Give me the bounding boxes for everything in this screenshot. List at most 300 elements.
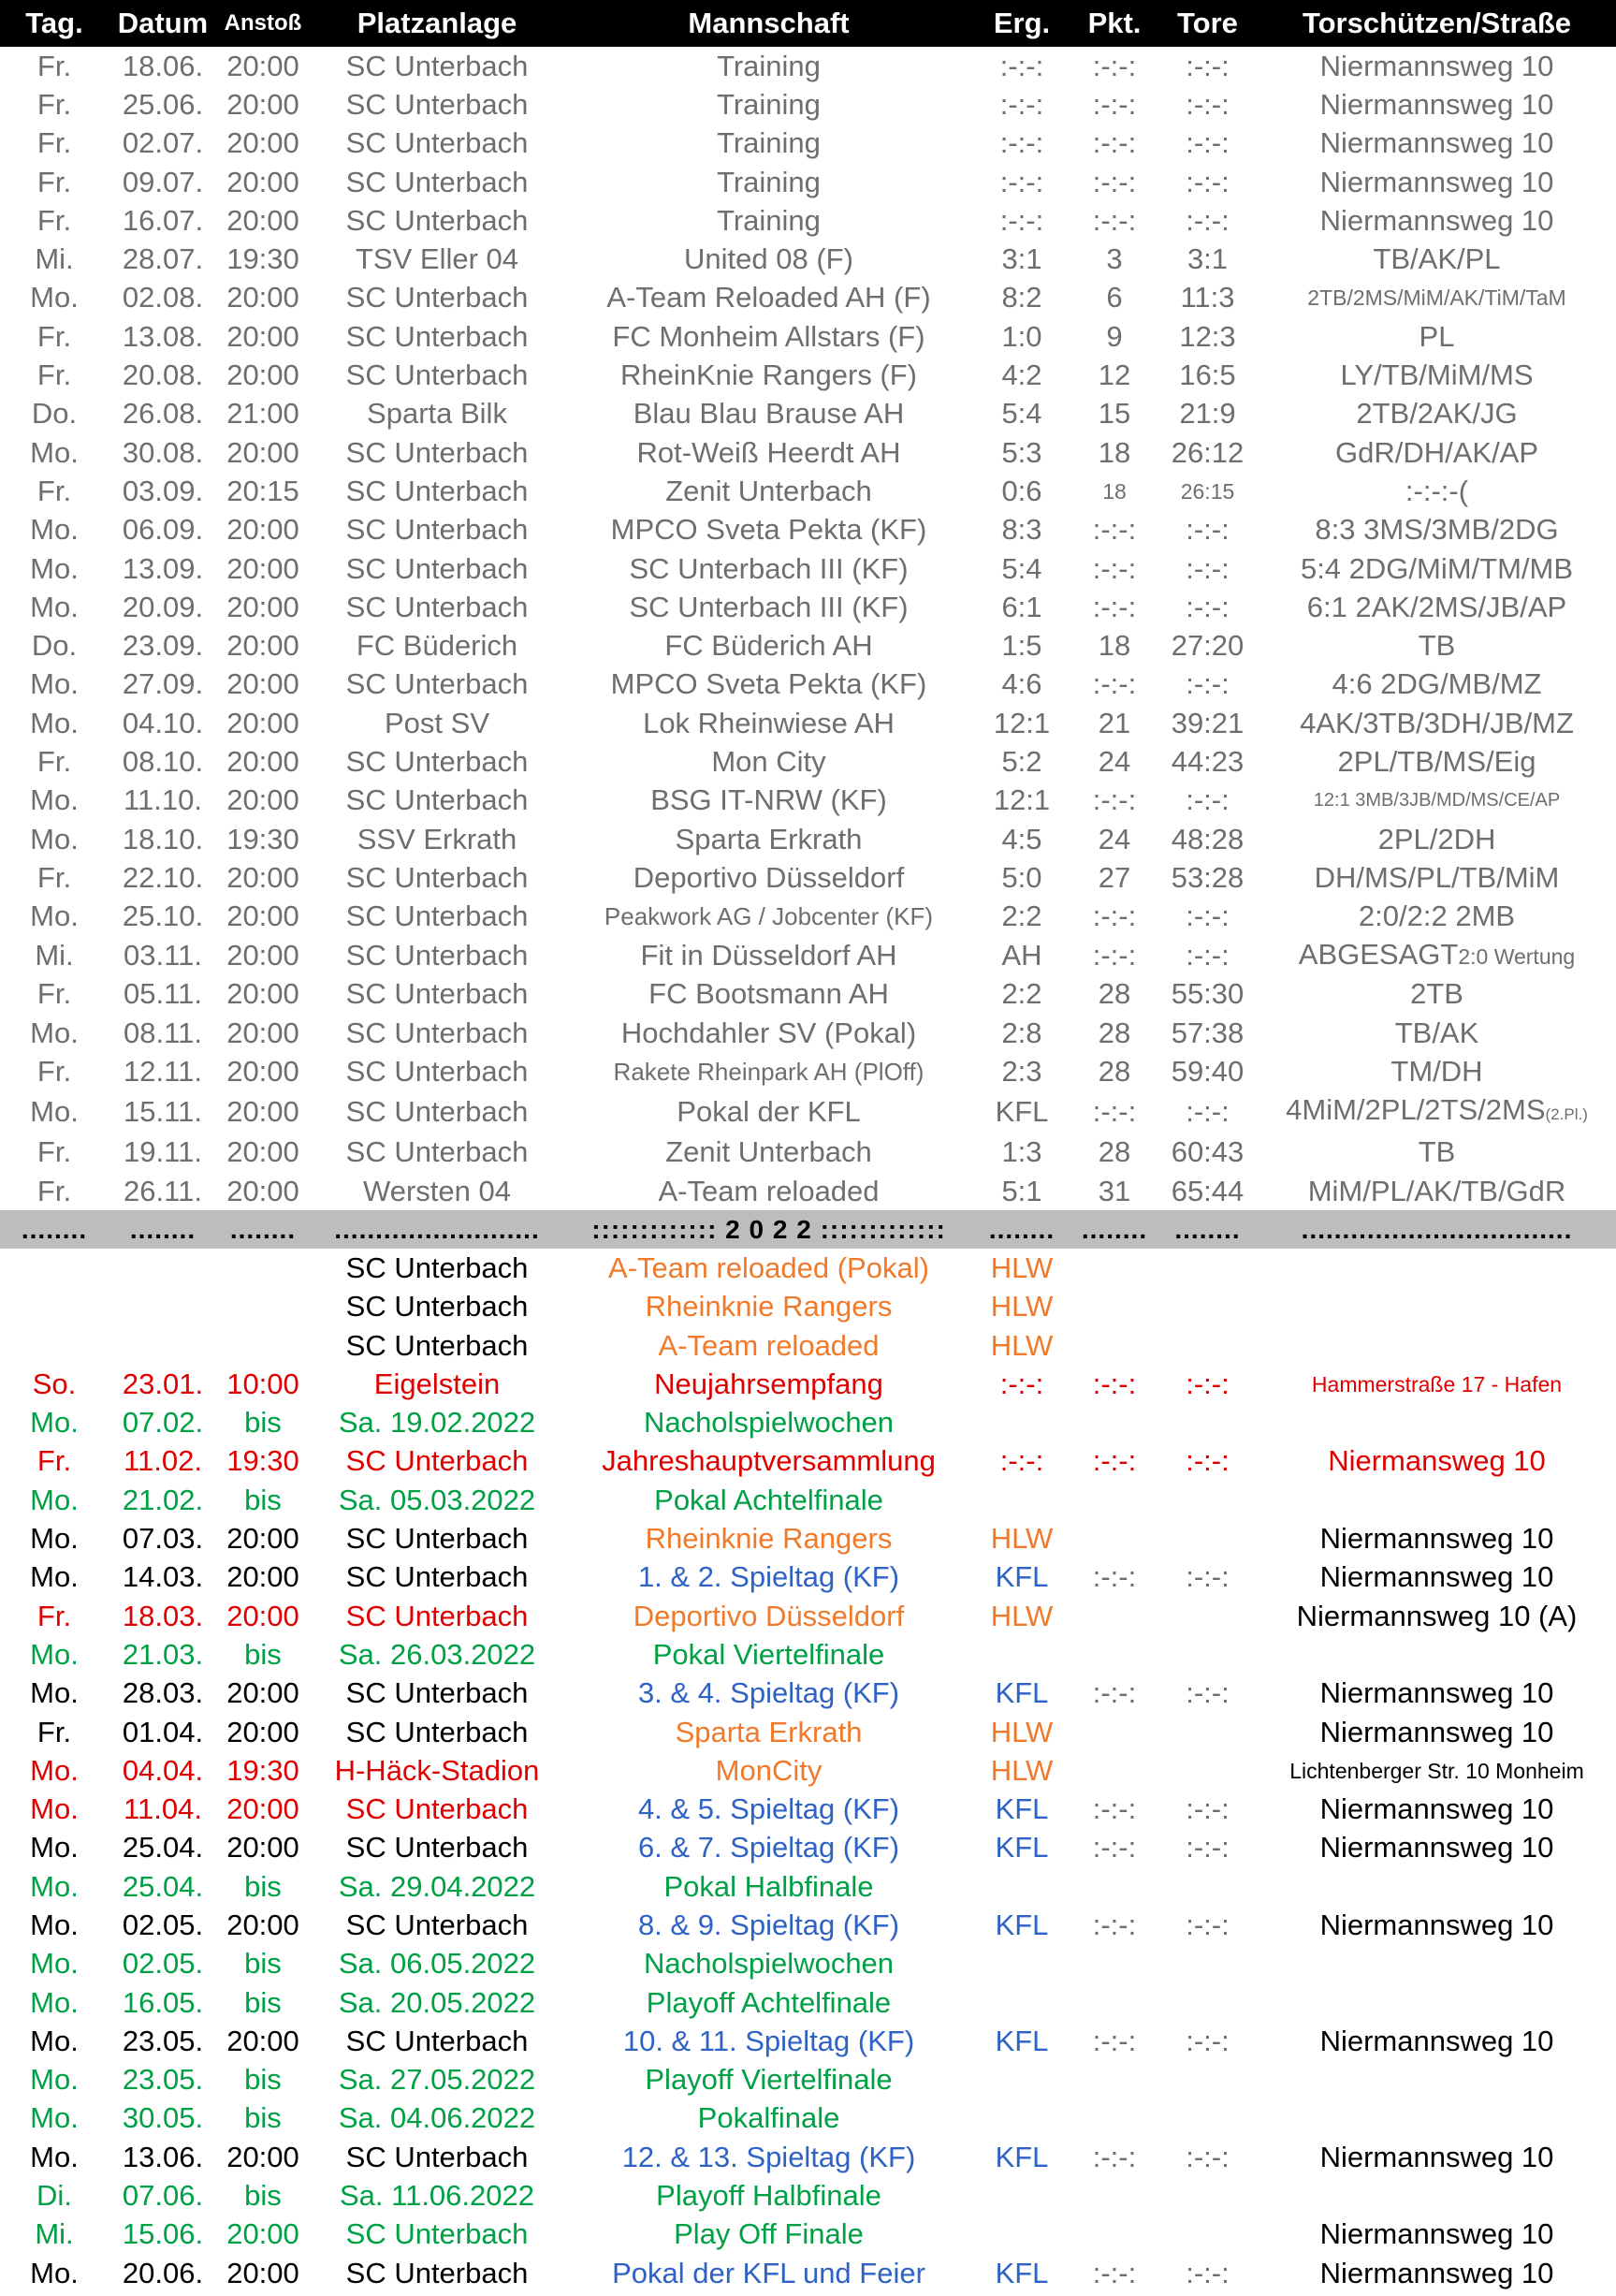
cell-tore [1157,1867,1258,1906]
cell-anstoss: 20:00 [226,938,299,972]
cell-datum: 07.02. [122,1406,204,1440]
cell-torschuetzen [1258,1288,1616,1326]
cell-tag: Mo. [30,2063,79,2097]
cell-mannschaft: SC Unterbach III (KF) [629,551,909,585]
cell-tag: Mo. [30,551,79,585]
cell-platzanlage: Sa. 04.06.2022 [338,2101,536,2135]
cell-punkte: :-:-: [1092,783,1137,817]
cell-datum: 08.11. [124,1016,202,1049]
cell-mannschaft: United 08 (F) [684,242,853,276]
cell-torschuetzen: TB [1418,1135,1456,1169]
schedule-row [0,201,1616,240]
cell-ergebnis: 12:1 [993,783,1051,817]
cell-anstoss [217,1249,309,1287]
cell-datum: 23.09. [122,629,204,663]
cell-tag: Fr. [36,1055,72,1089]
cell-tag: Fr. [36,203,72,237]
schedule-row [0,1249,1616,1287]
cell-punkte: :-:-: [1092,1792,1137,1826]
separator-cell: ........ [1174,1214,1241,1244]
cell-anstoss: 20:00 [226,1908,299,1941]
cell-platzanlage: SC Unterbach [345,1290,529,1323]
schedule-row [0,1404,1616,1442]
cell-datum: 04.10. [122,706,204,739]
cell-torschuetzen: 8:3 3MS/3MB/2DG [1315,513,1559,547]
cell-torschuetzen: Lichtenberger Str. 10 Monheim [1289,1758,1584,1783]
cell-punkte: 27 [1098,860,1131,894]
cell-tore [1157,1288,1258,1326]
cell-anstoss: bis [244,1406,282,1440]
cell-tag: Mo. [30,1016,79,1049]
cell-datum: 18.10. [122,822,204,856]
cell-datum: 07.03. [122,1522,204,1556]
cell-tag: Mo. [30,1406,79,1440]
cell-datum: 04.04. [122,1753,204,1787]
cell-anstoss: 20:00 [226,87,299,121]
cell-torschuetzen: 2TB [1410,977,1463,1011]
cell-torschuetzen: TB/AK/PL [1373,242,1501,276]
cell-tag [0,1326,109,1365]
cell-platzanlage: SC Unterbach [345,435,529,469]
cell-tore: 11:3 [1180,281,1235,314]
cell-mannschaft: Pokal der KFL [677,1095,861,1129]
cell-torschuetzen: Hammerstraße 17 - Hafen [1311,1371,1563,1397]
cell-tore: 26:15 [1180,478,1235,504]
cell-torschuetzen: Niermannsweg 10 [1319,1676,1554,1710]
cell-mannschaft: RheinKnie Rangers (F) [619,358,918,392]
schedule-row [0,47,1616,85]
cell-tore: 27:20 [1171,629,1245,663]
cell-tag: Mo. [30,513,79,547]
cell-ergebnis: 5:4 [1001,397,1042,431]
cell-torschuetzen: TB [1418,629,1456,663]
cell-punkte: :-:-: [1092,551,1137,585]
cell-torschuetzen: 2PL/TB/MS/Eig [1337,744,1536,778]
cell-datum: 30.05. [122,2101,204,2135]
cell-datum [109,1326,217,1365]
cell-punkte [1071,1751,1157,1790]
cell-tag: Mo. [30,1985,79,2019]
cell-ergebnis: 1:5 [1001,629,1042,663]
cell-torschuetzen: Niermannsweg 10 [1319,2024,1554,2057]
cell-tore [1157,1597,1258,1635]
cell-mannschaft: Playoff Achtelfinale [646,1985,892,2019]
cell-ergebnis: HLW [990,1328,1054,1362]
cell-ergebnis: :-:-: [999,203,1044,237]
cell-tag: Fr. [36,1599,72,1632]
cell-torschuetzen: Niermannsweg 10 [1319,1908,1554,1941]
cell-datum [109,1288,217,1326]
cell-mannschaft: Nacholspielwochen [643,1947,895,1981]
cell-ergebnis [972,1983,1071,2022]
schedule-row [0,704,1616,742]
header-platzanlage: Platzanlage [357,7,517,39]
cell-ergebnis: KFL [995,1560,1049,1594]
cell-anstoss: 20:00 [226,2256,299,2289]
cell-torschuetzen: 2:0/2:2 2MB [1358,899,1516,933]
cell-punkte: 31 [1098,1174,1131,1207]
cell-punkte: 24 [1098,744,1131,778]
cell-punkte: :-:-: [1092,899,1137,933]
cell-datum: 20.08. [122,358,204,392]
cell-torschuetzen: 2TB/2MS/MiM/AK/TiM/TaM [1307,285,1566,311]
cell-torschuetzen: 2TB/2AK/JG [1356,397,1518,431]
cell-anstoss: 20:00 [226,977,299,1011]
cell-datum: 15.06. [122,2217,204,2251]
cell-platzanlage: SC Unterbach [345,1792,529,1826]
cell-tore: :-:-: [1186,590,1230,623]
header-tag: Tag. [25,7,83,39]
cell-platzanlage: SC Unterbach [345,1135,529,1169]
cell-anstoss: bis [244,2063,282,2097]
cell-mannschaft: Sparta Erkrath [675,1715,863,1748]
cell-datum: 21.02. [122,1483,204,1516]
cell-mannschaft: 4. & 5. Spieltag (KF) [637,1792,900,1826]
cell-punkte [1071,1404,1157,1442]
cell-anstoss: 19:30 [226,822,299,856]
cell-platzanlage: SC Unterbach [345,551,529,585]
cell-mannschaft: A-Team reloaded (Pokal) [608,1250,929,1284]
schedule-row [0,2138,1616,2176]
cell-anstoss: 20:00 [226,435,299,469]
cell-tore: 59:40 [1171,1055,1245,1089]
cell-anstoss: 19:30 [226,1444,299,1478]
cell-platzanlage: Sa. 29.04.2022 [338,1869,536,1903]
cell-anstoss: 20:00 [226,165,299,198]
header-ergebnis: Erg. [993,7,1051,39]
cell-platzanlage: Sa. 06.05.2022 [338,1947,536,1981]
schedule-row [0,975,1616,1014]
cell-ergebnis: KFL [995,2024,1049,2057]
cell-torschuetzen: TM/DH [1390,1055,1483,1089]
cell-tore: 16:5 [1179,358,1236,392]
cell-platzanlage: SC Unterbach [345,977,529,1011]
schedule-row [0,1867,1616,1906]
schedule-row [0,1635,1616,1674]
cell-anstoss: 20:00 [226,203,299,237]
cell-tag: Mo. [30,1522,79,1556]
cell-mannschaft: Training [717,49,821,82]
cell-platzanlage: Eigelstein [373,1367,501,1400]
cell-datum: 11.04. [124,1792,202,1826]
cell-tag: Fr. [36,860,72,894]
year-separator [0,1210,1616,1249]
cell-mannschaft: 1. & 2. Spieltag (KF) [637,1560,900,1594]
cell-tag: Mo. [30,1869,79,1903]
cell-mannschaft: Sparta Erkrath [675,822,863,856]
cell-ergebnis: 0:6 [1001,474,1042,507]
cell-datum: 02.07. [122,126,204,160]
schedule-row [0,665,1616,704]
cell-mannschaft: Zenit Unterbach [665,1135,872,1169]
cell-torschuetzen: Niermannsweg 10 [1319,87,1554,121]
cell-anstoss: 20:00 [226,590,299,623]
cell-torschuetzen: Niermannsweg 10 [1319,1831,1554,1865]
cell-anstoss: bis [244,1869,282,1903]
separator-cell: ........ [1081,1214,1148,1244]
cell-tore [1157,1404,1258,1442]
cell-platzanlage: SC Unterbach [345,49,529,82]
cell-tag: Fr. [36,977,72,1011]
cell-anstoss: bis [244,1985,282,2019]
season-2022-body [0,1249,1616,2292]
cell-anstoss: 20:00 [226,629,299,663]
cell-tore: :-:-: [1186,513,1230,547]
cell-torschuetzen: 4:6 2DG/MB/MZ [1332,667,1542,701]
cell-ergebnis: :-:-: [999,1367,1044,1400]
cell-platzanlage: SC Unterbach [345,165,529,198]
cell-mannschaft: 6. & 7. Spieltag (KF) [637,1831,900,1865]
cell-torschuetzen: Niermannsweg 10 [1319,2256,1554,2289]
schedule-row [0,124,1616,163]
cell-tag: Mi. [35,242,74,276]
cell-tag [0,1249,109,1287]
cell-platzanlage: SC Unterbach [345,358,529,392]
cell-torschuetzen: DH/MS/PL/TB/MiM [1314,860,1560,894]
separator-cell: ......................... [334,1214,540,1244]
cell-mannschaft: Deportivo Düsseldorf [633,1599,905,1632]
cell-tore: 65:44 [1171,1174,1245,1207]
cell-ergebnis: 4:6 [1001,667,1042,701]
cell-tag: Mo. [30,899,79,933]
cell-platzanlage: Sa. 20.05.2022 [338,1985,536,2019]
cell-ergebnis: 2:2 [1001,977,1042,1011]
cell-platzanlage: SC Unterbach [345,126,529,160]
cell-punkte: :-:-: [1092,87,1137,121]
cell-punkte: :-:-: [1092,2024,1137,2057]
cell-datum: 19.11. [124,1135,202,1169]
cell-tag: Mo. [30,667,79,701]
cell-mannschaft: Pokalfinale [697,2101,840,2135]
cell-torschuetzen: Niermannsweg 10 [1319,165,1554,198]
cell-ergebnis [972,1945,1071,1983]
cell-tore: :-:-: [1186,783,1230,817]
cell-mannschaft: Pokal Viertelfinale [652,1637,885,1671]
cell-punkte: :-:-: [1092,2256,1137,2289]
cell-anstoss: 20:00 [226,783,299,817]
cell-anstoss: 20:00 [226,2217,299,2251]
cell-datum: 13.06. [122,2140,204,2173]
schedule-row [0,898,1616,936]
cell-mannschaft: A-Team Reloaded AH (F) [606,281,931,314]
cell-ergebnis [972,2099,1071,2138]
cell-ergebnis: 5:4 [1001,551,1042,585]
cell-anstoss: bis [244,2101,282,2135]
cell-torschuetzen: TB/AK [1394,1016,1479,1049]
cell-anstoss: 20:00 [226,319,299,353]
cell-mannschaft: Playoff Halbfinale [656,2179,881,2213]
cell-tag: Mo. [30,2256,79,2289]
cell-mannschaft: FC Monheim Allstars (F) [612,319,925,353]
cell-punkte [1071,1597,1157,1635]
cell-ergebnis: KFL [995,1831,1049,1865]
cell-tag: Fr. [36,744,72,778]
cell-torschuetzen: 2PL/2DH [1377,822,1496,856]
cell-ergebnis: HLW [990,1715,1054,1748]
cell-ergebnis [972,2061,1071,2099]
cell-punkte: 12 [1098,358,1131,392]
cell-tag: Mo. [30,2024,79,2057]
cell-platzanlage: SC Unterbach [345,899,529,933]
cell-punkte: :-:-: [1092,590,1137,623]
schedule-row [0,2176,1616,2215]
schedule-row [0,1558,1616,1597]
cell-punkte: :-:-: [1092,938,1137,972]
cell-torschuetzen: Niermannsweg 10 [1319,49,1554,82]
cell-torschuetzen: ABGESAGT2:0 Wertung [1298,937,1576,971]
cell-tag: Fr. [36,1444,72,1478]
cell-platzanlage: SSV Erkrath [357,822,517,856]
cell-tore: :-:-: [1186,667,1230,701]
cell-anstoss: 20:00 [226,667,299,701]
cell-anstoss: 20:00 [226,1792,299,1826]
cell-anstoss: 19:30 [226,242,299,276]
cell-tag: Fr. [36,1174,72,1207]
cell-datum: 18.06. [122,49,204,82]
pokal-note: (2.Pl.) [1545,1104,1588,1123]
cell-ergebnis [972,1635,1071,1674]
cell-tore: :-:-: [1186,899,1230,933]
cell-tore: :-:-: [1186,2024,1230,2057]
cell-tag: Mo. [30,1831,79,1865]
schedule-row [0,1829,1616,1867]
cell-anstoss [217,1288,309,1326]
cell-ergebnis: 1:3 [1001,1135,1042,1169]
cell-datum: 14.03. [122,1560,204,1594]
cell-datum: 28.03. [122,1676,204,1710]
cell-torschuetzen [1258,1249,1616,1287]
cell-mannschaft: Deportivo Düsseldorf [633,860,905,894]
cell-tore [1157,1249,1258,1287]
cell-mannschaft: Nacholspielwochen [643,1406,895,1440]
cell-tag: Mo. [30,1753,79,1787]
cell-anstoss: 20:00 [226,1016,299,1049]
schedule-row [0,1014,1616,1052]
cell-ergebnis: :-:-: [999,1444,1044,1478]
cell-ergebnis: 8:3 [1001,513,1042,547]
cell-platzanlage: SC Unterbach [345,2140,529,2173]
cell-torschuetzen: :-:-:-( [1405,474,1469,507]
cell-mannschaft: Pokal Halbfinale [663,1869,874,1903]
cell-anstoss: 20:00 [226,1676,299,1710]
cell-torschuetzen: 4MiM/2PL/2TS/2MS(2.Pl.) [1286,1092,1588,1126]
cell-mannschaft: A-Team reloaded [658,1328,880,1362]
separator-cell: ........ [21,1214,88,1244]
cell-anstoss: 20:15 [226,474,299,507]
header-datum: Datum [117,7,209,39]
cell-punkte: :-:-: [1092,1676,1137,1710]
schedule-row [0,1674,1616,1713]
cell-tore: 44:23 [1171,744,1245,778]
schedule-row [0,1365,1616,1403]
cell-tag: Fr. [36,87,72,121]
cell-torschuetzen: 6:1 2AK/2MS/JB/AP [1306,590,1567,623]
cell-tag: Fr. [36,126,72,160]
cell-anstoss: 20:00 [226,1522,299,1556]
cell-tore [1157,1751,1258,1790]
cell-ergebnis [972,1867,1071,1906]
cell-mannschaft: MPCO Sveta Pekta (KF) [610,513,927,547]
cell-datum: 11.10. [124,783,202,817]
cell-tore: :-:-: [1186,1560,1230,1594]
cell-mannschaft: Rot-Weiß Heerdt AH [636,435,901,469]
schedule-row [0,1326,1616,1365]
cell-datum: 01.04. [122,1715,204,1748]
cell-platzanlage: Sa. 26.03.2022 [338,1637,536,1671]
cell-platzanlage: Sa. 19.02.2022 [338,1406,536,1440]
cell-punkte: :-:-: [1092,203,1137,237]
cell-anstoss: 19:30 [226,1753,299,1787]
cell-platzanlage: FC Büderich [356,629,518,663]
cell-punkte [1071,1481,1157,1519]
cell-datum: 06.09. [122,513,204,547]
cell-punkte [1071,1867,1157,1906]
cell-datum: 16.07. [122,203,204,237]
cell-anstoss [217,1326,309,1365]
cell-punkte: :-:-: [1092,1831,1137,1865]
schedule-row [0,472,1616,510]
cell-datum: 09.07. [122,165,204,198]
cell-tag: Mo. [30,1095,79,1129]
schedule-row [0,1172,1616,1210]
cell-torschuetzen: Niermannsweg 10 [1319,1715,1554,1748]
cell-datum: 05.11. [124,977,202,1011]
cell-datum: 22.10. [122,860,204,894]
cell-punkte: 28 [1098,977,1131,1011]
cell-anstoss: 20:00 [226,281,299,314]
cell-tore: :-:-: [1186,2256,1230,2289]
cell-punkte [1071,1249,1157,1287]
cell-punkte: :-:-: [1092,165,1137,198]
cell-mannschaft: Pokal Achtelfinale [654,1483,883,1516]
cell-torschuetzen [1258,1635,1616,1674]
cell-torschuetzen: LY/TB/MiM/MS [1340,358,1534,392]
cell-torschuetzen: 5:4 2DG/MiM/TM/MB [1300,551,1574,585]
cell-tag: Di. [36,2179,72,2213]
schedule-row [0,356,1616,394]
cell-ergebnis [972,1481,1071,1519]
cell-ergebnis: 12:1 [993,706,1051,739]
cell-platzanlage: SC Unterbach [345,783,529,817]
cell-datum: 03.09. [122,474,204,507]
cell-platzanlage: SC Unterbach [345,87,529,121]
cell-punkte [1071,2061,1157,2099]
cell-datum: 26.11. [124,1174,202,1207]
cell-ergebnis: HLW [990,1522,1054,1556]
cell-platzanlage: SC Unterbach [345,590,529,623]
cell-platzanlage: SC Unterbach [345,1522,529,1556]
cell-torschuetzen: Niermannsweg 10 [1319,203,1554,237]
cell-punkte: 18 [1098,435,1131,469]
schedule-row [0,742,1616,781]
cell-tag: Mo. [30,2140,79,2173]
cell-ergebnis: AH [1001,938,1042,972]
schedule-row [0,2216,1616,2254]
cell-ergebnis: 2:8 [1001,1016,1042,1049]
cell-torschuetzen: Niermannsweg 10 [1319,2217,1554,2251]
cell-tag: Fr. [36,165,72,198]
cell-platzanlage: SC Unterbach [345,319,529,353]
cell-anstoss: 20:00 [226,1715,299,1748]
cell-tore: :-:-: [1186,49,1230,82]
cell-datum: 16.05. [122,1985,204,2019]
cell-ergebnis: 4:2 [1001,358,1042,392]
cell-torschuetzen [1258,1481,1616,1519]
cell-ergebnis: :-:-: [999,87,1044,121]
cell-punkte [1071,2216,1157,2254]
cell-datum: 11.02. [124,1444,202,1478]
cell-ergebnis: 2:3 [1001,1055,1042,1089]
